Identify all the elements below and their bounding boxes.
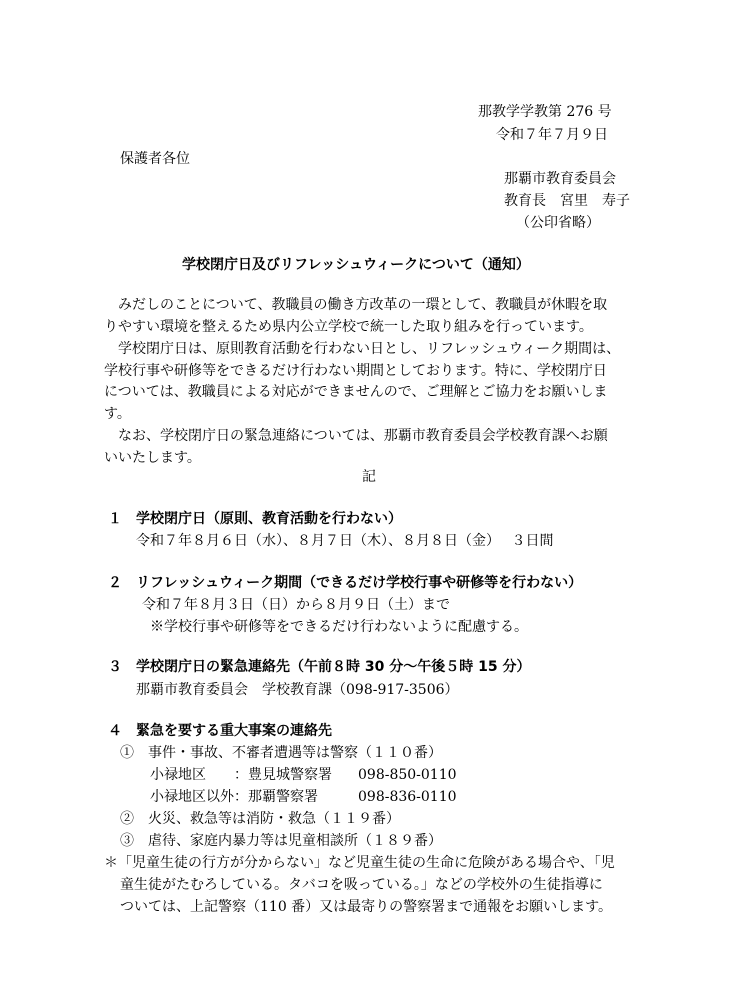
section-4-item-1-sub-1-area: 小禄地区 ：豊見城警察署 (150, 767, 332, 783)
body-text: 学校閉庁日は、原則教育活動を行わない日とし、リフレッシュウィーク期間は、 (104, 341, 621, 357)
document-number: 那教学学教第 276 号 (478, 104, 612, 120)
ki-marker: 記 (362, 469, 376, 485)
body-text: なお、学校閉庁日の緊急連絡については、那覇市教育委員会学校教育課へお願 (104, 428, 608, 444)
section-1-heading: 学校閉庁日（原則、教育活動を行わない） (136, 511, 402, 527)
sender-organization: 那覇市教育委員会 (504, 171, 616, 187)
section-3-detail: 那覇市教育委員会 学校教育課（098-917-3506） (136, 682, 459, 698)
section-4-heading: 緊急を要する重大事案の連絡先 (136, 723, 332, 739)
section-2-heading: リフレッシュウィーク期間（できるだけ学校行事や研修等を行わない） (136, 575, 583, 591)
body-text: りやすい環境を整えるため県内公立学校で統一した取り組みを行っています。 (104, 319, 593, 335)
section-4-item-1-sub-2-phone: 098-836-0110 (358, 789, 457, 805)
sender-person: 教育長 宮里 寿子 (504, 193, 630, 209)
footnote-line: ついては、上記警察（110 番）又は最寄りの警察署まで通報をお願いします。 (120, 899, 613, 915)
section-2-note: ※学校行事や研修等をできるだけ行わないように配慮する。 (150, 619, 528, 635)
body-text: す。 (104, 406, 131, 422)
document-title: 学校閉庁日及びリフレッシュウィークについて（通知） (182, 257, 530, 273)
section-4-item-1-sub-2-area: 小禄地区以外：那覇警察署 (150, 789, 318, 805)
footnote-line: ＊「児童生徒の行方が分からない」など児童生徒の生命に危険がある場合や、「児 (104, 855, 615, 871)
section-4-item-2: ② 火災、救急等は消防・救急（１１９番） (120, 811, 400, 827)
footnote-line: 童生徒がたむろしている。タバコを吸っている。」などの学校外の生徒指導に (120, 877, 603, 893)
section-4-item-1-sub-1-phone: 098-850-0110 (358, 767, 457, 783)
section-4-item-3: ③ 虐待、家庭内暴力等は児童相談所（１８９番） (120, 833, 442, 849)
body-text: 学校行事や研修等をできるだけ行わない期間としております。特に、学校閉庁日 (104, 363, 607, 379)
body-text: いいたします。 (104, 450, 201, 466)
section-2-detail: 令和７年８月３日（日）から８月９日（土）まで (142, 597, 450, 613)
section-3-number: ３ (108, 659, 122, 675)
section-2-number: ２ (108, 575, 122, 591)
document-date: 令和７年７月９日 (496, 127, 608, 143)
section-1-detail: 令和７年８月６日（水）、８月７日（木）、８月８日（金） ３日間 (136, 533, 554, 549)
section-3-heading: 学校閉庁日の緊急連絡先（午前８時 30 分～午後５時 15 分） (136, 659, 531, 675)
section-4-number: ４ (108, 723, 122, 739)
section-4-item-1: ① 事件・事故、不審者遭遇等は警察（１１０番） (120, 745, 442, 761)
section-1-number: １ (108, 511, 122, 527)
seal-note: （公印省略） (516, 215, 600, 231)
recipient: 保護者各位 (120, 151, 190, 167)
body-text: みだしのことについて、教職員の働き方改革の一環として、教職員が休暇を取 (104, 297, 608, 313)
body-text: については、教職員による対応ができませんので、ご理解とご協力をお願いしま (104, 384, 608, 400)
